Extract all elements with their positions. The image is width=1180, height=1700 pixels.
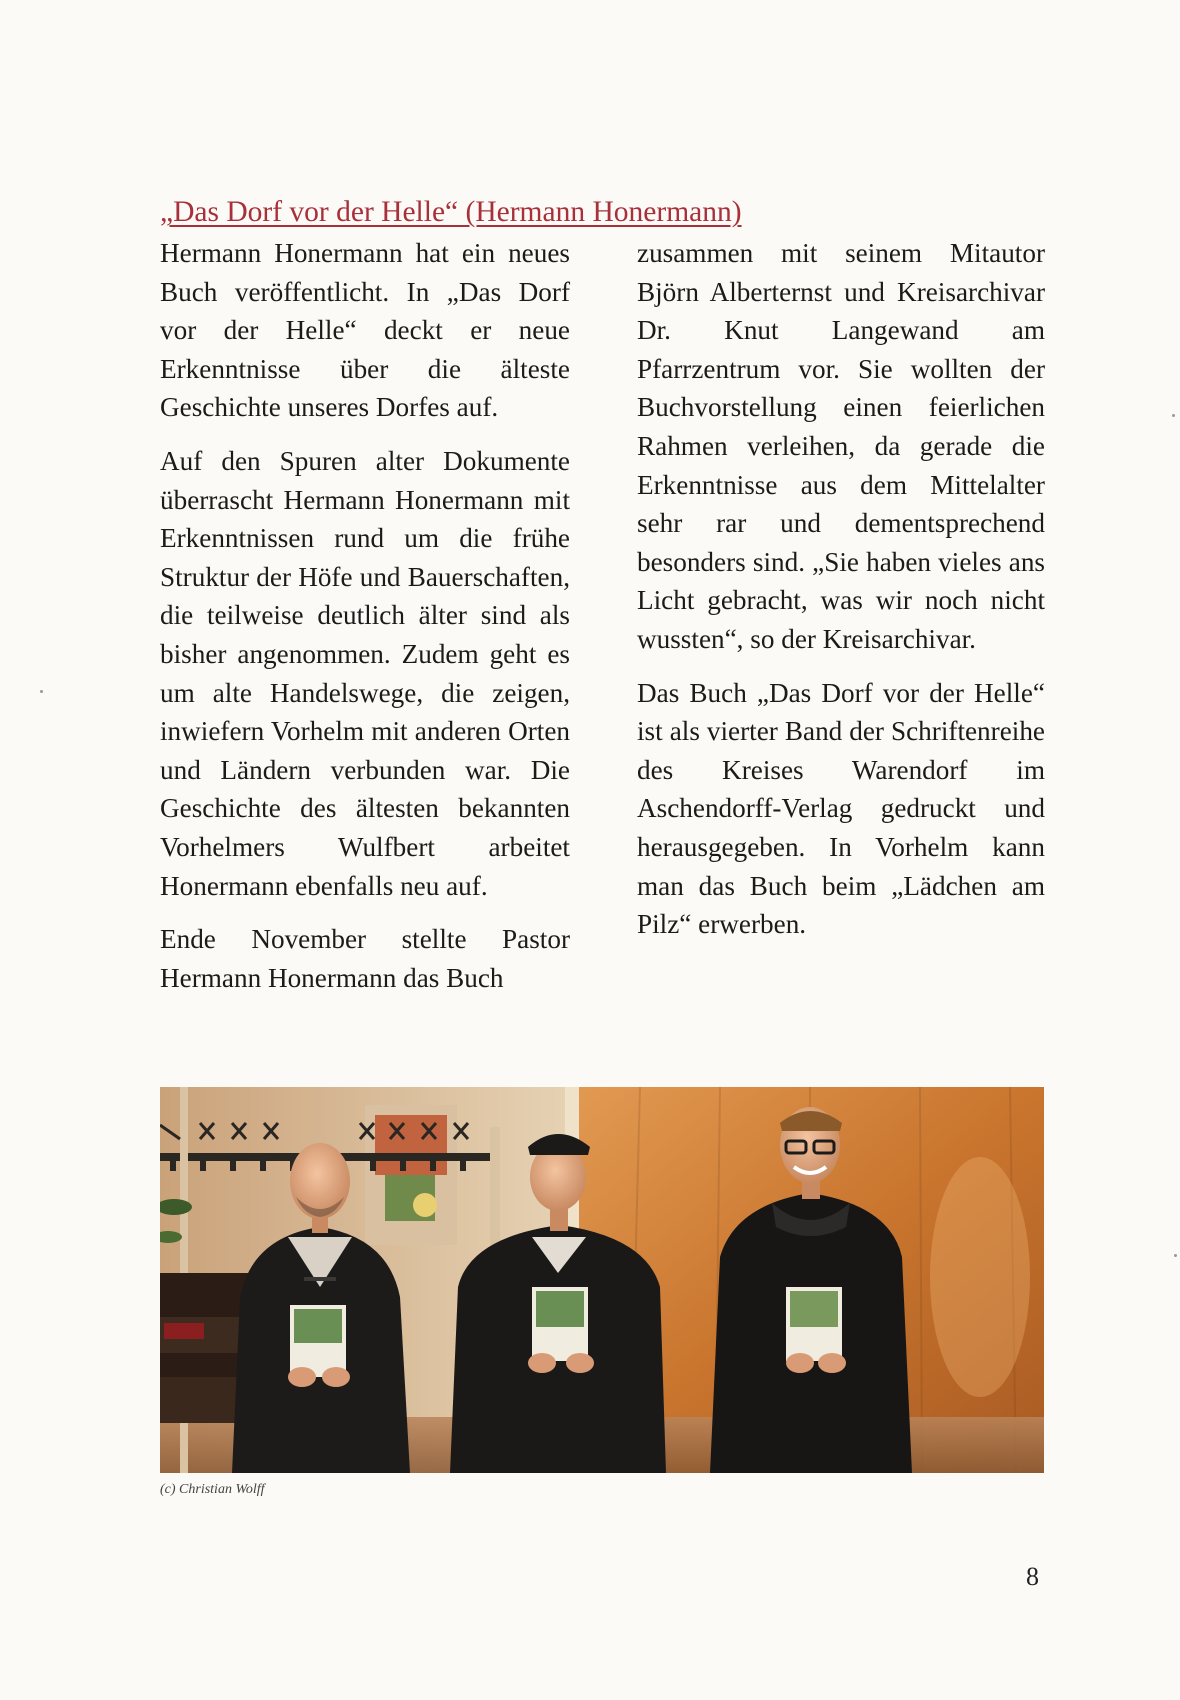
photo-credit: (c) Christian Wolff [160,1482,265,1497]
book-presentation-photo [160,1087,1044,1473]
paper-speck [1174,1254,1177,1257]
page-number: 8 [1026,1562,1039,1591]
right-column [637,234,1045,944]
paragraph: Hermann Honermann hat ein neues Buch veröffentlicht. In „Das Dorf vor der Helle“ deckt er neue Erkenntnisse über die älteste Geschichte unseres Dorfes auf. [160,238,570,423]
paragraph: Auf den Spuren alter Dokumente überrascht Hermann Honermann mit Erkenntnissen rund um die frühe Struktur der Höfe und Bauerschaften, die teilweise deutlich älter sind als bisher angenommen. Zudem geht es um alte Handelswege, die zeigen, inwiefern Vorhelm mit anderen Orten und Ländern verbunden war. Die Geschichte des ältesten bekannten Vorhelmers Wulfbert arbeitet Honermann ebenfalls neu auf. [160,445,570,901]
photo-illustration [160,1087,1044,1473]
paragraph: zusammen mit seinem Mitautor Björn Alberternst und Kreisarchivar Dr. Knut Langewand am Pfarrzentrum vor. Sie wollten der Buchvorstellung einen feierlichen Rahmen verleihen, da gerade die Erkenntnisse aus dem Mittelalter sehr rar und dementsprechend besonders sind. „Sie haben vieles ans Licht gebracht, was wir noch nicht wussten“, so der Kreisarchivar. [637,238,1045,654]
paragraph: Das Buch „Das Dorf vor der Helle“ ist als vierter Band der Schriftenreihe des Kreises Warendorf im Aschendorff-Verlag gedruckt und herausgegeben. In Vorhelm kann man das Buch beim „Lädchen am Pilz“ erwerben. [637,677,1045,940]
article-title: „Das Dorf vor der Helle“ (Hermann Honermann) [160,196,742,228]
paragraph: Ende November stellte Pastor Hermann Honermann das Buch [160,924,570,993]
paper-speck [1172,414,1175,417]
left-column [160,234,570,997]
paper-speck [40,690,43,693]
